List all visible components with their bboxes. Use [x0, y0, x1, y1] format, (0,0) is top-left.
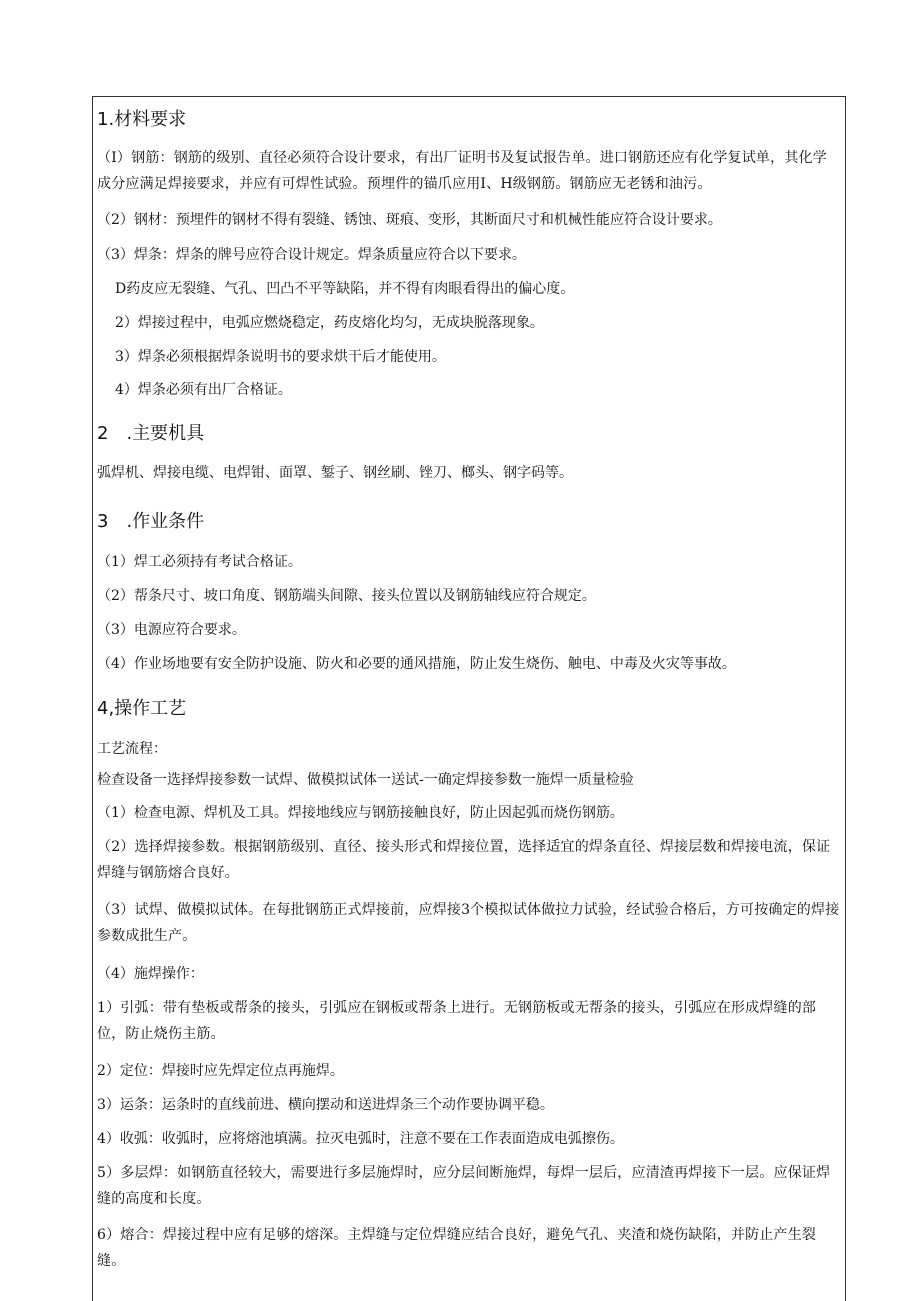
paragraph-condition-4: （4）作业场地要有安全防护设施、防火和必要的通风措施，防止发生烧伤、触电、中毒及火灾等事故。	[97, 656, 736, 672]
paragraph-process-flow: 检查设备一选择焊接参数一试焊、做模拟试体一送试-一确定焊接参数一施焊一质量检验	[97, 772, 634, 788]
paragraph-substep-3: 3）运条：运条时的直线前进、横向摆动和送进焊条三个动作要协调平稳。	[97, 1097, 554, 1113]
paragraph-electrode-item-3: 3）焊条必须根据焊条说明书的要求烘干后才能使用。	[115, 349, 446, 365]
paragraph-equipment-list: 弧焊机、焊接电缆、电焊钳、面罩、錾子、钢丝刷、锉刀、榔头、钢字码等。	[97, 465, 573, 481]
paragraph-electrode: （3）焊条：焊条的牌号应符合设计规定。焊条质量应符合以下要求。	[97, 247, 526, 263]
paragraph-electrode-item-1: D药皮应无裂缝、气孔、凹凸不平等缺陷，并不得有肉眼看得出的偏心度。	[115, 281, 575, 297]
paragraph-step-4: （4）施焊操作：	[97, 966, 204, 982]
paragraph-substep-5: 5）多层焊：如钢筋直径较大，需要进行多层施焊时，应分层间断施焊，每焊一层后，应清渣再焊接下一层。应保证焊缝的高度和长度。	[97, 1165, 831, 1207]
paragraph-rebar: （I）钢筋：钢筋的级别、直径必须符合设计要求，有出厂证明书及复试报告单。进口钢筋还应有化学复试单，其化学成分应满足焊接要求，并应有可焊性试验。预埋件的锚爪应用I、H级钢筋。钢筋应无老锈和油污。	[97, 150, 827, 192]
paragraph-electrode-item-4: 4）焊条必须有出厂合格证。	[115, 382, 292, 398]
paragraph-condition-1: （1）焊工必须持有考试合格证。	[97, 554, 302, 570]
paragraph-condition-2: （2）帮条尺寸、坡口角度、钢筋端头间隙、接头位置以及钢筋轴线应符合规定。	[97, 588, 596, 604]
section-heading-conditions: 3 .作业条件	[97, 511, 205, 532]
paragraph-substep-6: 6）熔合：焊接过程中应有足够的熔深。主焊缝与定位焊缝应结合良好，避免气孔、夹渣和烧伤缺陷，并防止产生裂缝。	[97, 1227, 817, 1269]
document-frame	[92, 96, 846, 1301]
paragraph-process-flow-label: 工艺流程：	[97, 741, 167, 757]
paragraph-substep-4: 4）收弧：收弧时，应将熔池填满。拉灭电弧时，注意不要在工作表面造成电弧擦伤。	[97, 1131, 624, 1147]
paragraph-substep-1: 1）引弧：带有垫板或帮条的接头，引弧应在钢板或帮条上进行。无钢筋板或无帮条的接头，引弧应在形成焊缝的部位，防止烧伤主筋。	[97, 1000, 817, 1042]
paragraph-condition-3: （3）电源应符合要求。	[97, 622, 246, 638]
paragraph-steel: （2）钢材：预埋件的钢材不得有裂缝、锈蚀、斑痕、变形，其断面尺寸和机械性能应符合设计要求。	[97, 212, 722, 228]
paragraph-electrode-item-2: 2）焊接过程中，电弧应燃烧稳定，药皮熔化均匀，无成块脱落现象。	[115, 315, 544, 331]
paragraph-step-1: （1）检查电源、焊机及工具。焊接地线应与钢筋接触良好，防止因起弧而烧伤钢筋。	[97, 805, 624, 821]
paragraph-step-2: （2）选择焊接参数。根据钢筋级别、直径、接头形式和焊接位置，选择适宜的焊条直径、焊接层数和焊接电流，保证焊缝与钢筋熔合良好。	[97, 839, 831, 881]
section-heading-materials: 1.材料要求	[97, 109, 187, 130]
paragraph-step-3: （3）试焊、做模拟试体。在每批钢筋正式焊接前，应焊接3个模拟试体做拉力试验，经试验合格后，方可按确定的焊接参数成批生产。	[97, 902, 840, 944]
section-heading-process: 4,操作工艺	[97, 698, 187, 719]
section-heading-equipment: 2 .主要机具	[97, 423, 205, 444]
paragraph-substep-2: 2）定位：焊接时应先焊定位点再施焊。	[97, 1063, 344, 1079]
